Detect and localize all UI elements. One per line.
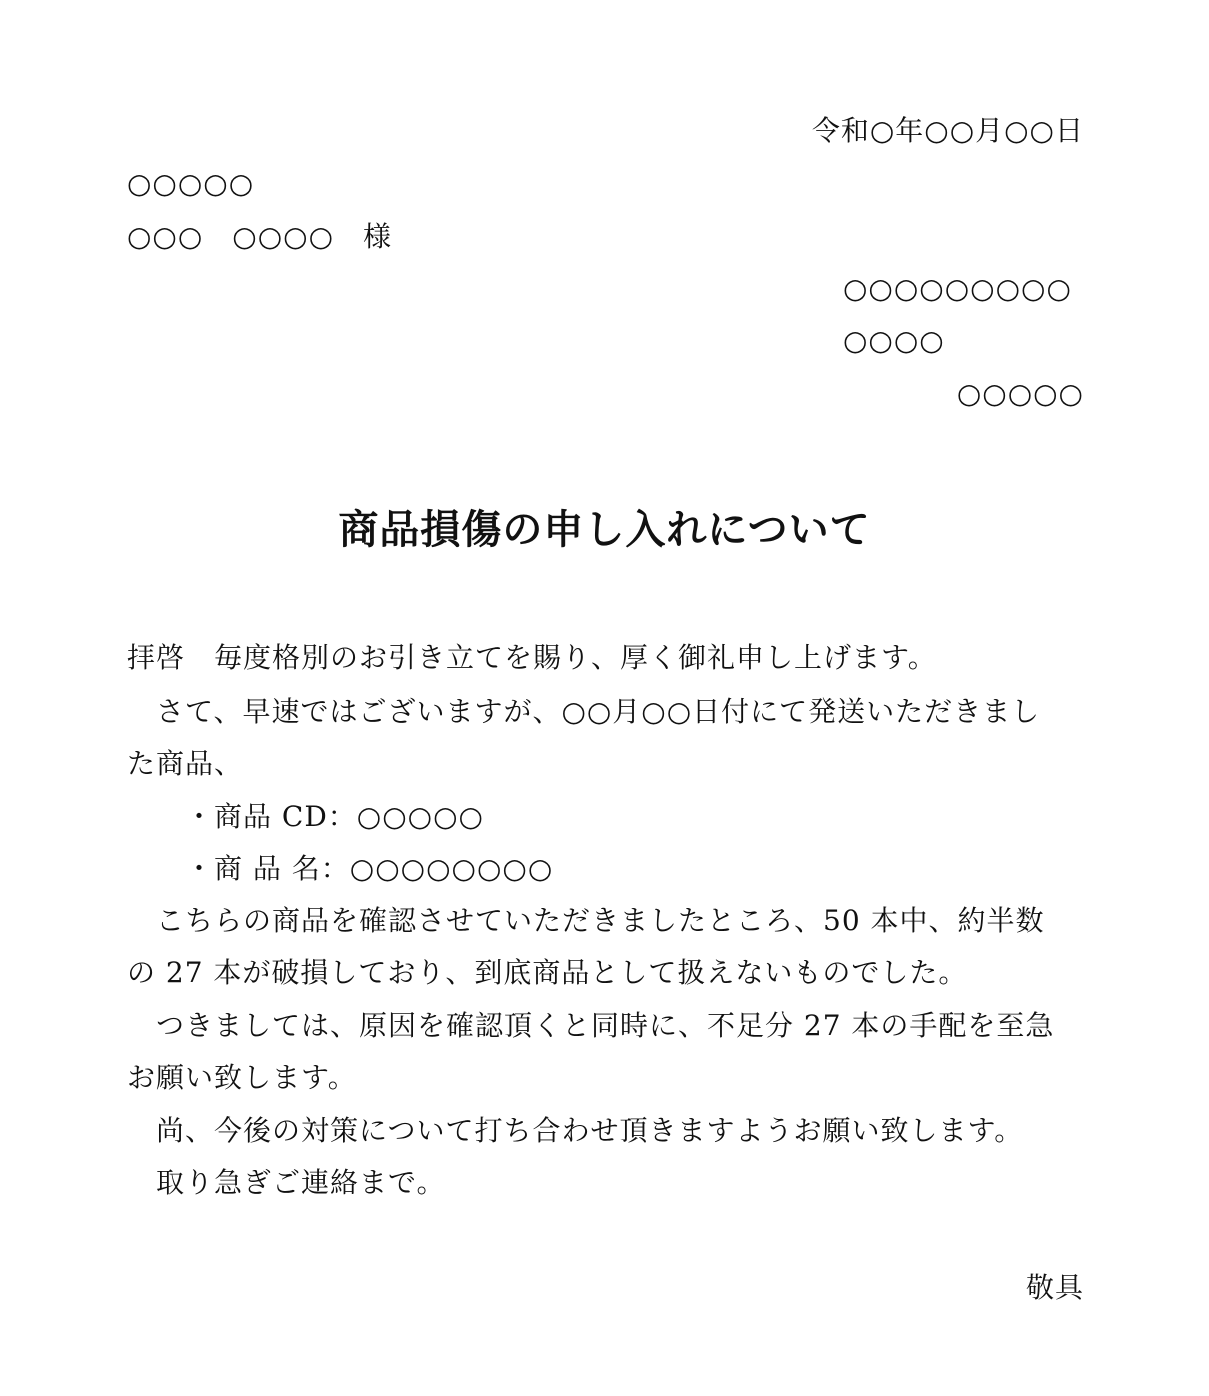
body-paragraph-3-line-1: つきましては、原因を確認頂くと同時に、不足分 27 本の手配を至急 bbox=[127, 1009, 1055, 1042]
closing-keigu: 敬具 bbox=[1025, 1271, 1084, 1304]
recipient-company: ○○○○○ bbox=[127, 167, 255, 200]
body-paragraph-5: 取り急ぎご連絡まで。 bbox=[127, 1166, 446, 1199]
body-paragraph-2-line-1: こちらの商品を確認させていただきましたところ、50 本中、約半数 bbox=[127, 904, 1045, 937]
letter-title: 商品損傷の申し入れについて bbox=[338, 506, 871, 553]
letter-date: 令和○年○○月○○日 bbox=[811, 114, 1084, 147]
sender-department: ○○○○ bbox=[843, 324, 945, 357]
greeting-line: 拝啓 毎度格別のお引き立てを賜り、厚く御礼申し上げます。 bbox=[127, 641, 937, 674]
item-name-line: ・商 品 名：○○○○○○○○ bbox=[127, 852, 554, 885]
body-paragraph-1-line-1: さて、早速ではございますが、○○月○○日付にて発送いただきまし bbox=[127, 695, 1041, 728]
item-code-line: ・商品 CD：○○○○○ bbox=[127, 800, 484, 833]
body-paragraph-3-line-2: お願い致します。 bbox=[127, 1061, 357, 1094]
body-paragraph-4: 尚、今後の対策について打ち合わせ頂きますようお願い致します。 bbox=[127, 1114, 1024, 1147]
body-paragraph-1-line-2: た商品、 bbox=[127, 747, 244, 780]
sender-name: ○○○○○ bbox=[956, 377, 1084, 410]
body-paragraph-2-line-2: の 27 本が破損しており、到底商品として扱えないものでした。 bbox=[127, 956, 968, 989]
recipient-name: ○○○ ○○○○ 様 bbox=[127, 220, 393, 253]
sender-company: ○○○○○○○○○ bbox=[843, 272, 1072, 305]
